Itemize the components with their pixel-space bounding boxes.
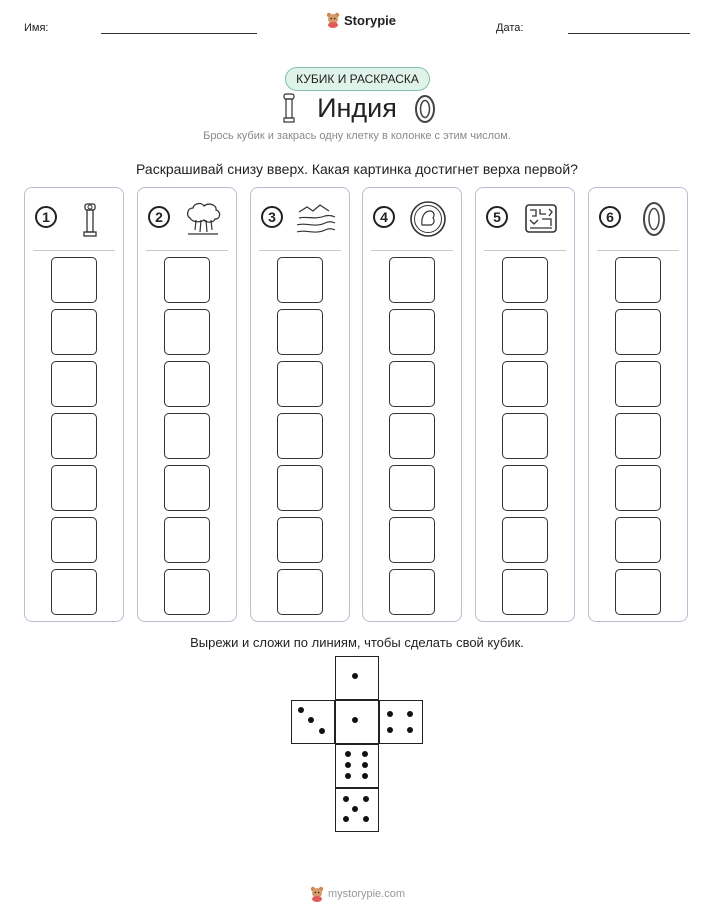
die-face-5 <box>335 788 379 832</box>
pip <box>308 717 314 723</box>
pip <box>345 773 351 779</box>
pip <box>319 728 325 734</box>
pip <box>363 796 369 802</box>
color-cell[interactable] <box>615 413 661 459</box>
color-cell[interactable] <box>502 361 548 407</box>
brand-name: Storypie <box>344 12 397 28</box>
name-label: Имя: <box>24 22 49 34</box>
color-cell[interactable] <box>51 465 97 511</box>
die-face-6 <box>335 744 379 788</box>
zero-icon <box>633 198 675 240</box>
color-cell[interactable] <box>277 413 323 459</box>
column-divider <box>484 250 566 251</box>
bear-icon <box>310 886 324 902</box>
color-cell[interactable] <box>51 413 97 459</box>
color-cell[interactable] <box>51 257 97 303</box>
color-cell[interactable] <box>389 309 435 355</box>
color-cell[interactable] <box>164 257 210 303</box>
color-cell[interactable] <box>389 361 435 407</box>
color-cell[interactable] <box>277 517 323 563</box>
column-2 <box>137 187 237 622</box>
color-cell[interactable] <box>164 309 210 355</box>
pillar-icon <box>69 198 111 240</box>
color-cell[interactable] <box>389 569 435 615</box>
date-label: Дата: <box>496 22 524 34</box>
color-cell[interactable] <box>502 257 548 303</box>
bear-icon <box>326 12 340 28</box>
pip <box>363 816 369 822</box>
color-cell[interactable] <box>502 569 548 615</box>
color-cell[interactable] <box>277 361 323 407</box>
column-4 <box>362 187 462 622</box>
column-number: 5 <box>486 206 508 228</box>
pip <box>352 673 358 679</box>
pip <box>362 762 368 768</box>
pip <box>387 711 393 717</box>
column-1 <box>24 187 124 622</box>
column-divider <box>259 250 341 251</box>
color-cell[interactable] <box>615 517 661 563</box>
color-cell[interactable] <box>277 257 323 303</box>
die-face-4 <box>379 700 423 744</box>
column-number: 3 <box>261 206 283 228</box>
color-cell[interactable] <box>51 361 97 407</box>
column-number: 6 <box>599 206 621 228</box>
color-cell[interactable] <box>277 465 323 511</box>
color-cell[interactable] <box>277 569 323 615</box>
pip <box>352 717 358 723</box>
color-cell[interactable] <box>502 309 548 355</box>
color-cell[interactable] <box>502 465 548 511</box>
die-face-3 <box>291 700 335 744</box>
column-6 <box>588 187 688 622</box>
page-subtitle: Брось кубик и закрась одну клетку в колонке с этим числом. <box>203 130 511 142</box>
column-number: 2 <box>148 206 170 228</box>
carved-tile-icon <box>520 198 562 240</box>
banyan-tree-icon <box>182 198 224 240</box>
color-cell[interactable] <box>51 309 97 355</box>
storypie-logo <box>326 12 396 28</box>
color-cell[interactable] <box>164 569 210 615</box>
pip <box>298 707 304 713</box>
pip <box>407 711 413 717</box>
color-cell[interactable] <box>502 517 548 563</box>
color-cell[interactable] <box>51 569 97 615</box>
color-cell[interactable] <box>164 517 210 563</box>
color-cell[interactable] <box>389 257 435 303</box>
river-icon <box>295 198 337 240</box>
color-cell[interactable] <box>389 517 435 563</box>
color-cell[interactable] <box>502 413 548 459</box>
column-number: 1 <box>35 206 57 228</box>
coloring-instruction: Раскрашивай снизу вверх. Какая картинка достигнет верха первой? <box>136 161 578 177</box>
die-face-1 <box>335 700 379 744</box>
footer <box>310 886 405 902</box>
color-cell[interactable] <box>615 569 661 615</box>
color-cell[interactable] <box>164 413 210 459</box>
color-cell[interactable] <box>615 361 661 407</box>
color-cell[interactable] <box>615 257 661 303</box>
column-divider <box>33 250 115 251</box>
pip <box>352 806 358 812</box>
column-divider <box>371 250 453 251</box>
pip <box>345 751 351 757</box>
pip <box>387 727 393 733</box>
color-cell[interactable] <box>164 465 210 511</box>
pip <box>362 751 368 757</box>
coin-icon <box>407 198 449 240</box>
pip <box>345 762 351 768</box>
column-3 <box>250 187 350 622</box>
color-cell[interactable] <box>615 465 661 511</box>
color-cell[interactable] <box>51 517 97 563</box>
die-face-1 <box>335 656 379 700</box>
date-line[interactable] <box>568 33 690 34</box>
page-title: Индия <box>317 93 397 123</box>
column-divider <box>146 250 228 251</box>
color-cell[interactable] <box>389 413 435 459</box>
color-cell[interactable] <box>164 361 210 407</box>
activity-badge: КУБИК И РАСКРАСКА <box>285 67 430 91</box>
color-cell[interactable] <box>615 309 661 355</box>
color-cell[interactable] <box>389 465 435 511</box>
footer-url[interactable]: mystorypie.com <box>328 888 406 900</box>
column-number: 4 <box>373 206 395 228</box>
pip <box>343 816 349 822</box>
pip <box>343 796 349 802</box>
color-cell[interactable] <box>277 309 323 355</box>
column-divider <box>597 250 679 251</box>
column-5 <box>475 187 575 622</box>
pip <box>362 773 368 779</box>
name-line[interactable] <box>101 33 257 34</box>
dice-instruction: Вырежи и сложи по линиям, чтобы сделать свой кубик. <box>190 635 524 650</box>
pip <box>407 727 413 733</box>
zero-icon <box>413 94 437 124</box>
